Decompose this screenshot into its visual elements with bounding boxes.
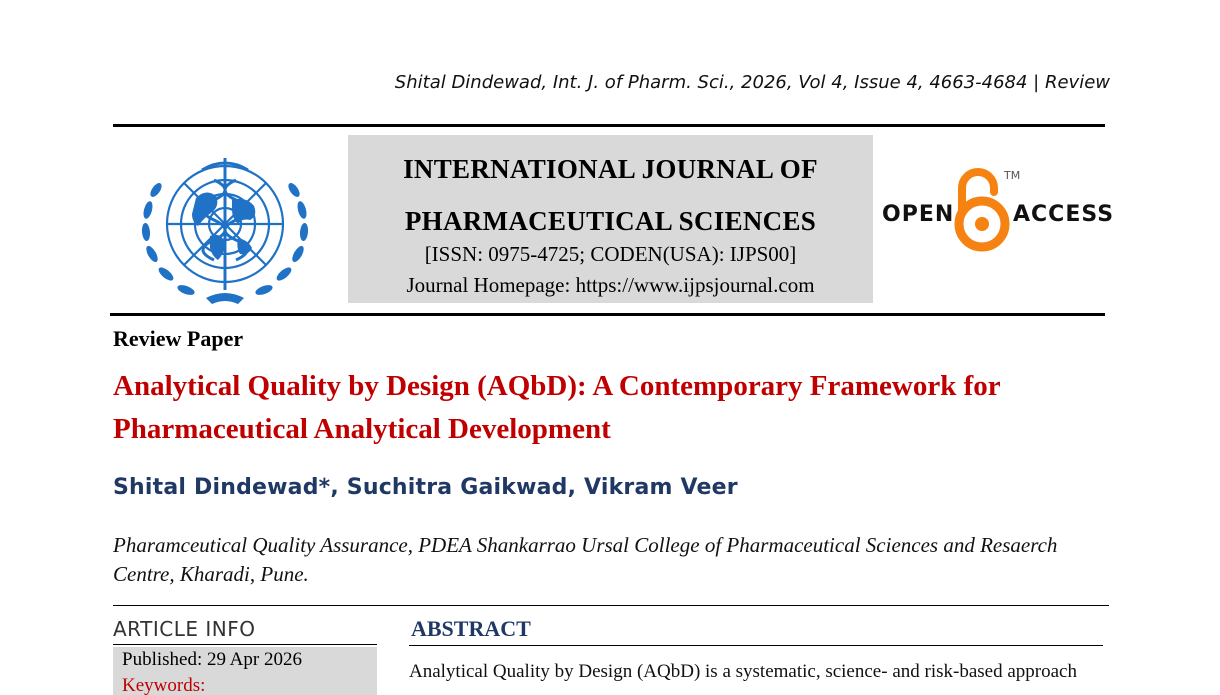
paper-title: Analytical Quality by Design (AQbD): A Contemporary Framework for Pharmaceutical Analytical Development: [113, 370, 1001, 445]
header-rule-top: [113, 124, 1105, 127]
abstract-heading: ABSTRACT: [411, 616, 531, 641]
running-head: Shital Dindewad, Int. J. of Pharm. Sci., 2026, Vol 4, Issue 4, 4663-4684 | Review: [394, 72, 1110, 93]
open-access-word-open: OPEN: [882, 202, 955, 227]
open-access-word-access: ACCESS: [1013, 202, 1115, 227]
journal-issn: [ISSN: 0975-4725; CODEN(USA): IJPS00]: [424, 242, 797, 266]
published-date: Published: 29 Apr 2026: [122, 649, 302, 670]
abstract-text: Analytical Quality by Design (AQbD) is a systematic, science- and risk-based approach: [409, 661, 1077, 682]
open-access-lock-icon: [952, 166, 1012, 252]
author-affiliation: Pharamceutical Quality Assurance, PDEA Shankarrao Ursal College of Pharmaceutical Sciences and Resaerch Centre, Kharadi, Pune.: [113, 533, 1058, 586]
journal-title-line2: PHARMACEUTICAL SCIENCES: [404, 206, 817, 236]
journal-homepage: Journal Homepage: https://www.ijpsjournal.com: [406, 273, 815, 297]
article-info-rule: [113, 644, 377, 645]
article-info-box: [113, 647, 377, 695]
abstract-rule: [409, 645, 1103, 646]
open-access-trademark: TM: [1004, 169, 1021, 182]
journal-title-line1: INTERNATIONAL JOURNAL OF: [403, 154, 818, 184]
open-access-badge: [880, 166, 1115, 256]
paper-type: Review Paper: [113, 326, 244, 351]
journal-masthead: [348, 135, 873, 303]
article-info-heading: ARTICLE INFO: [113, 617, 256, 641]
author-list: Shital Dindewad*, Suchitra Gaikwad, Vikram Veer: [113, 475, 738, 500]
header-rule-bottom: [110, 313, 1105, 316]
section-divider: [113, 605, 1109, 606]
un-emblem-icon: [126, 140, 324, 306]
keywords-label: Keywords:: [122, 675, 206, 695]
